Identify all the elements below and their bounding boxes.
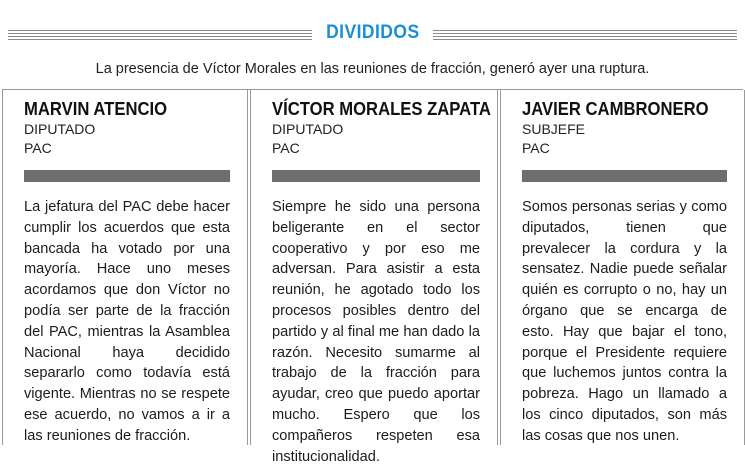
person-name: VÍCTOR MORALES ZAPATA <box>272 98 491 119</box>
person-role: DIPUTADO <box>272 121 344 137</box>
person-quote: La jefatura del PAC debe hacer cumplir los acuerdos que esta bancada ha votado por una mayoría. Hace uno meses acordamos que don Víctor no podía ser parte de la fracción del PAC, mientras la Asamblea Nacional haya decidido separarlo como todavía está vigente. Mientras no se respete ese acuerdo, no vamos a ir a las reuniones de fracción. <box>24 199 230 444</box>
person-name: JAVIER CAMBRONERO <box>522 98 709 119</box>
column-divider <box>2 90 3 445</box>
column-divider <box>497 90 498 445</box>
person-party: PAC <box>272 140 300 156</box>
person-name: MARVIN ATENCIO <box>24 98 168 119</box>
separator-bar <box>272 170 480 182</box>
column-divider <box>500 90 501 445</box>
column-divider <box>250 90 251 445</box>
person-quote: Siempre he sido una persona beligerante en el sector cooperativo y por eso me adversan. Para asistir a esta reunión, he agotado todo los procesos posibles dentro del partido y al final me han dado la razón. Necesito sumarme al trabajo de la fracción para ayudar, creo que puedo aportar mucho. Espero que los compañeros respeten esa institucionalidad. <box>272 199 480 465</box>
person-role: SUBJEFE <box>522 121 586 137</box>
separator-bar <box>24 170 230 182</box>
header-rule-right <box>433 28 737 40</box>
person-party: PAC <box>522 140 550 156</box>
column-divider <box>247 90 248 445</box>
column-victor-morales-zapata <box>250 90 498 465</box>
header-rule-left <box>8 28 312 40</box>
column-marvin-atencio <box>2 90 248 445</box>
separator-bar <box>522 170 727 182</box>
section-header <box>8 18 737 48</box>
person-role: DIPUTADO <box>24 121 96 137</box>
section-title: DIVIDIDOS <box>325 22 420 43</box>
columns-frame <box>2 89 743 465</box>
person-party: PAC <box>24 140 52 156</box>
person-quote: Somos personas serias y como diputados, tienen que prevalecer la cordura y la sensatez. Nadie puede señalar quién es corrupto o no, hay un órgano que se encarga de esto. Hay que bajar el tono, porque el Presidente requiere que luchemos juntos contra la pobreza. Hago un llamado a los cinco diputados, son más las cosas que nos unen. <box>522 199 727 444</box>
subtitle: La presencia de Víctor Morales en las reuniones de fracción, generó ayer una ruptura. <box>95 61 650 77</box>
column-javier-cambronero <box>500 90 745 445</box>
